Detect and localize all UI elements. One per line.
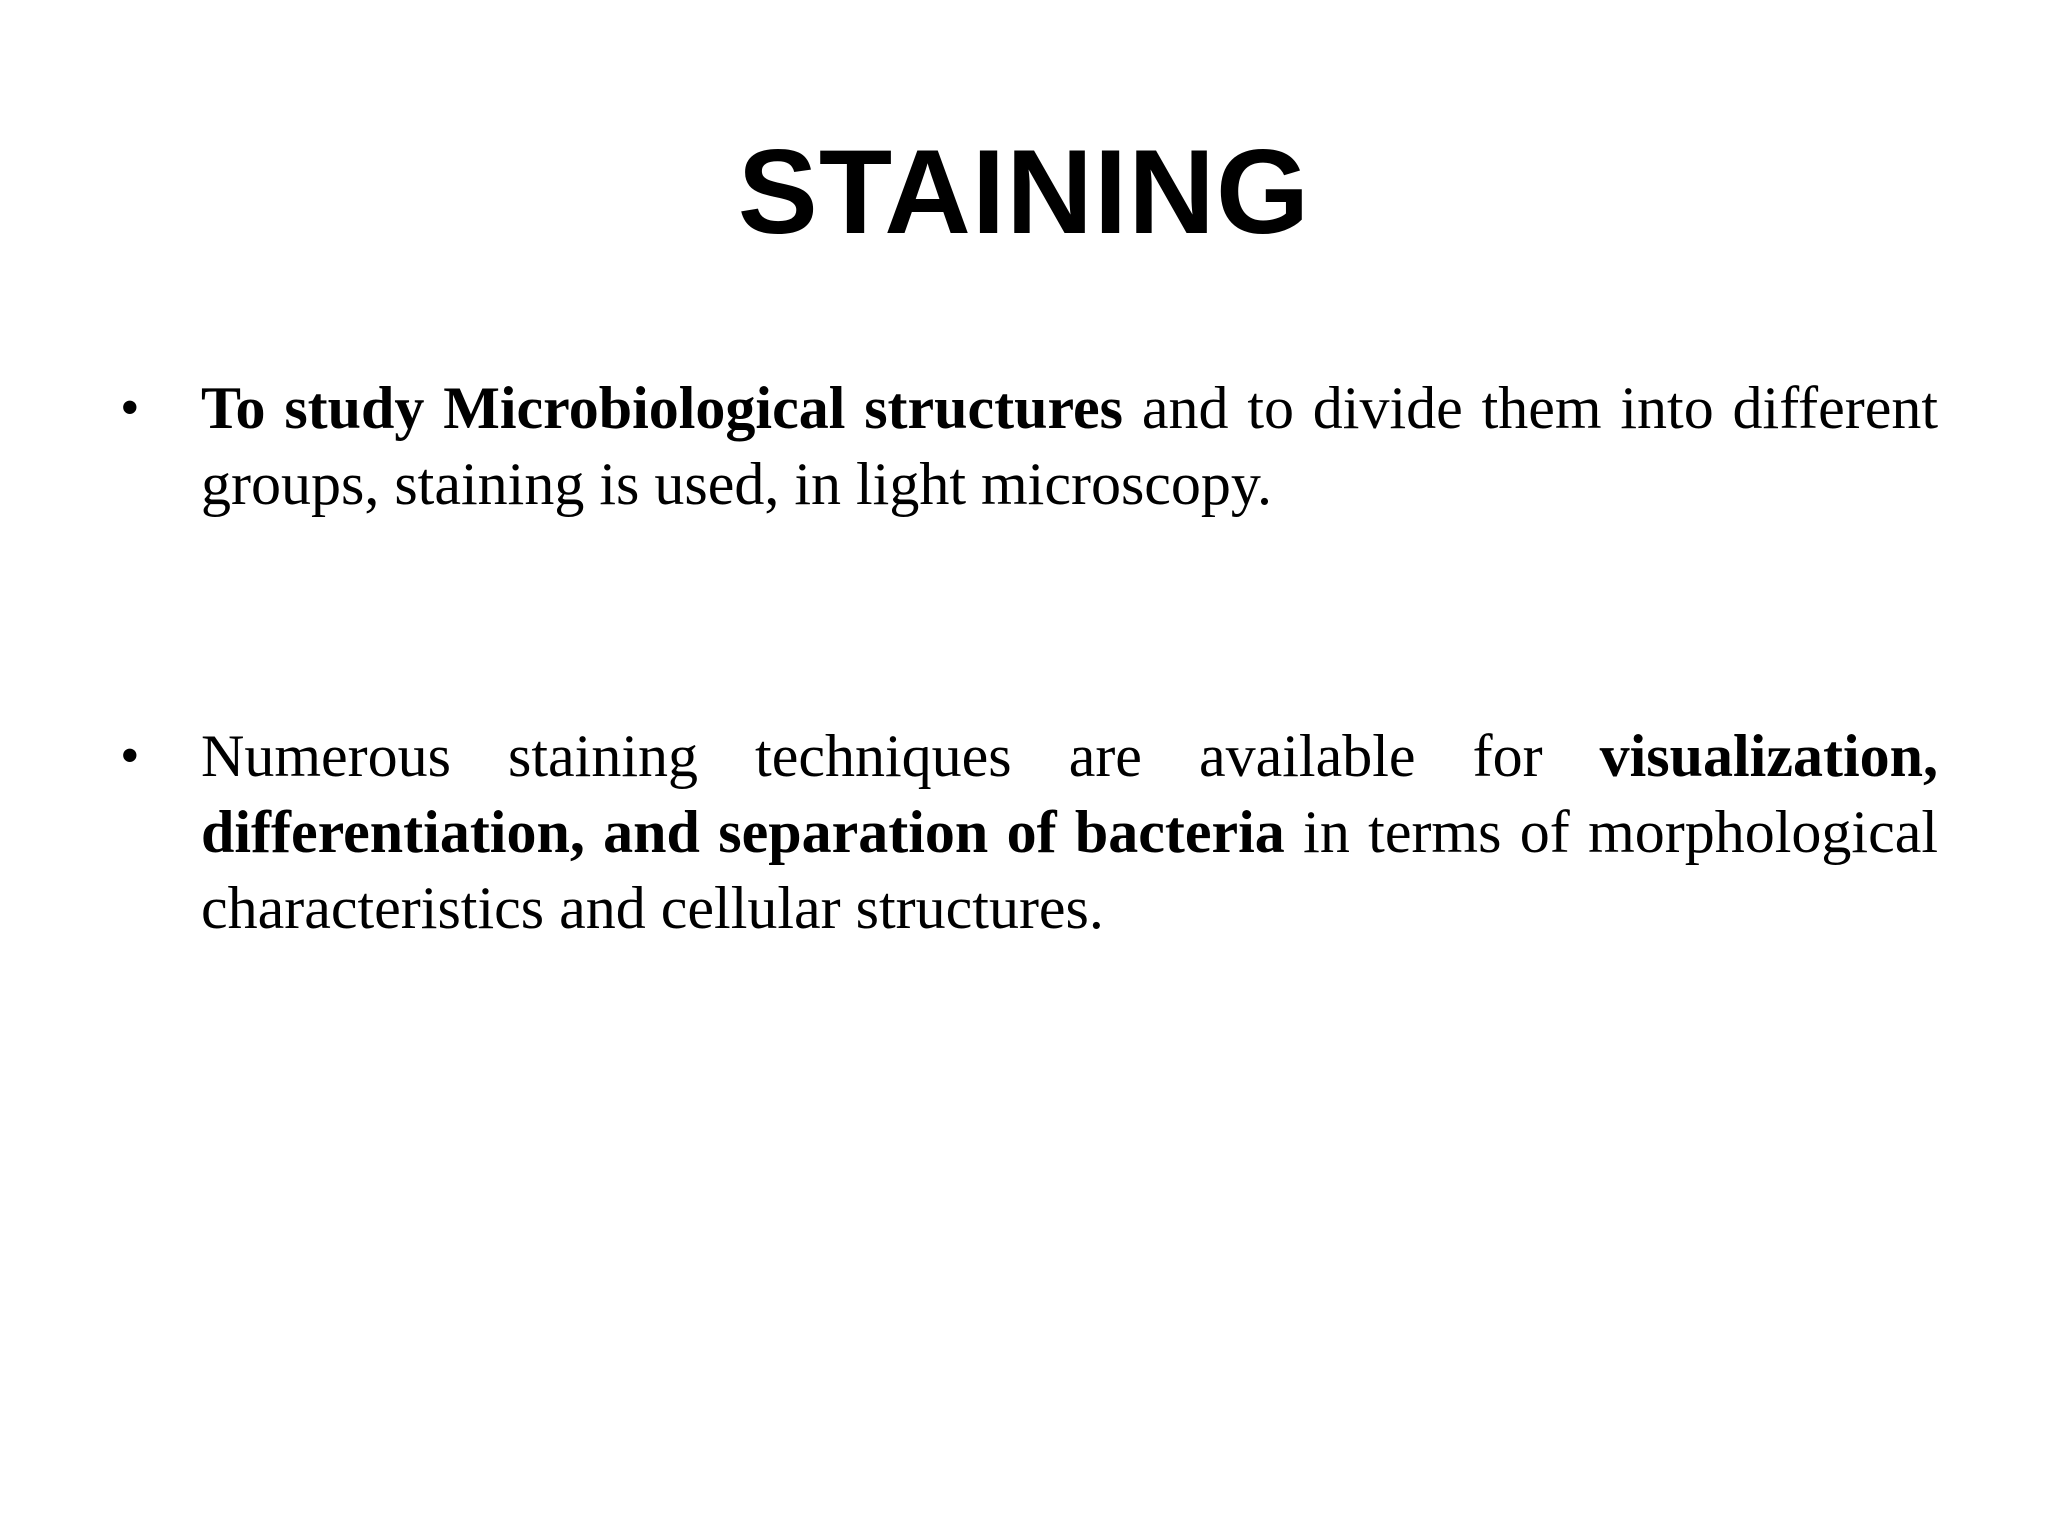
bullet-text [201, 370, 1938, 522]
bullet-text [201, 718, 1938, 946]
plain-phrase: Numerous staining techniques are available for [201, 723, 1600, 789]
bullet-marker: • [120, 377, 140, 439]
bullet-marker: • [120, 725, 140, 787]
plain-phrase: in terms of morphological characteristics and cellular structures. [201, 799, 1939, 941]
plain-phrase: and to divide them into different groups, staining is used, in light microscopy. [201, 375, 1939, 517]
bold-phrase: To study Microbiological structures [201, 375, 1124, 441]
bold-phrase: visualization, differentiation, and separation of bacteria [201, 723, 1938, 865]
slide-title: STAINING [737, 125, 1311, 259]
